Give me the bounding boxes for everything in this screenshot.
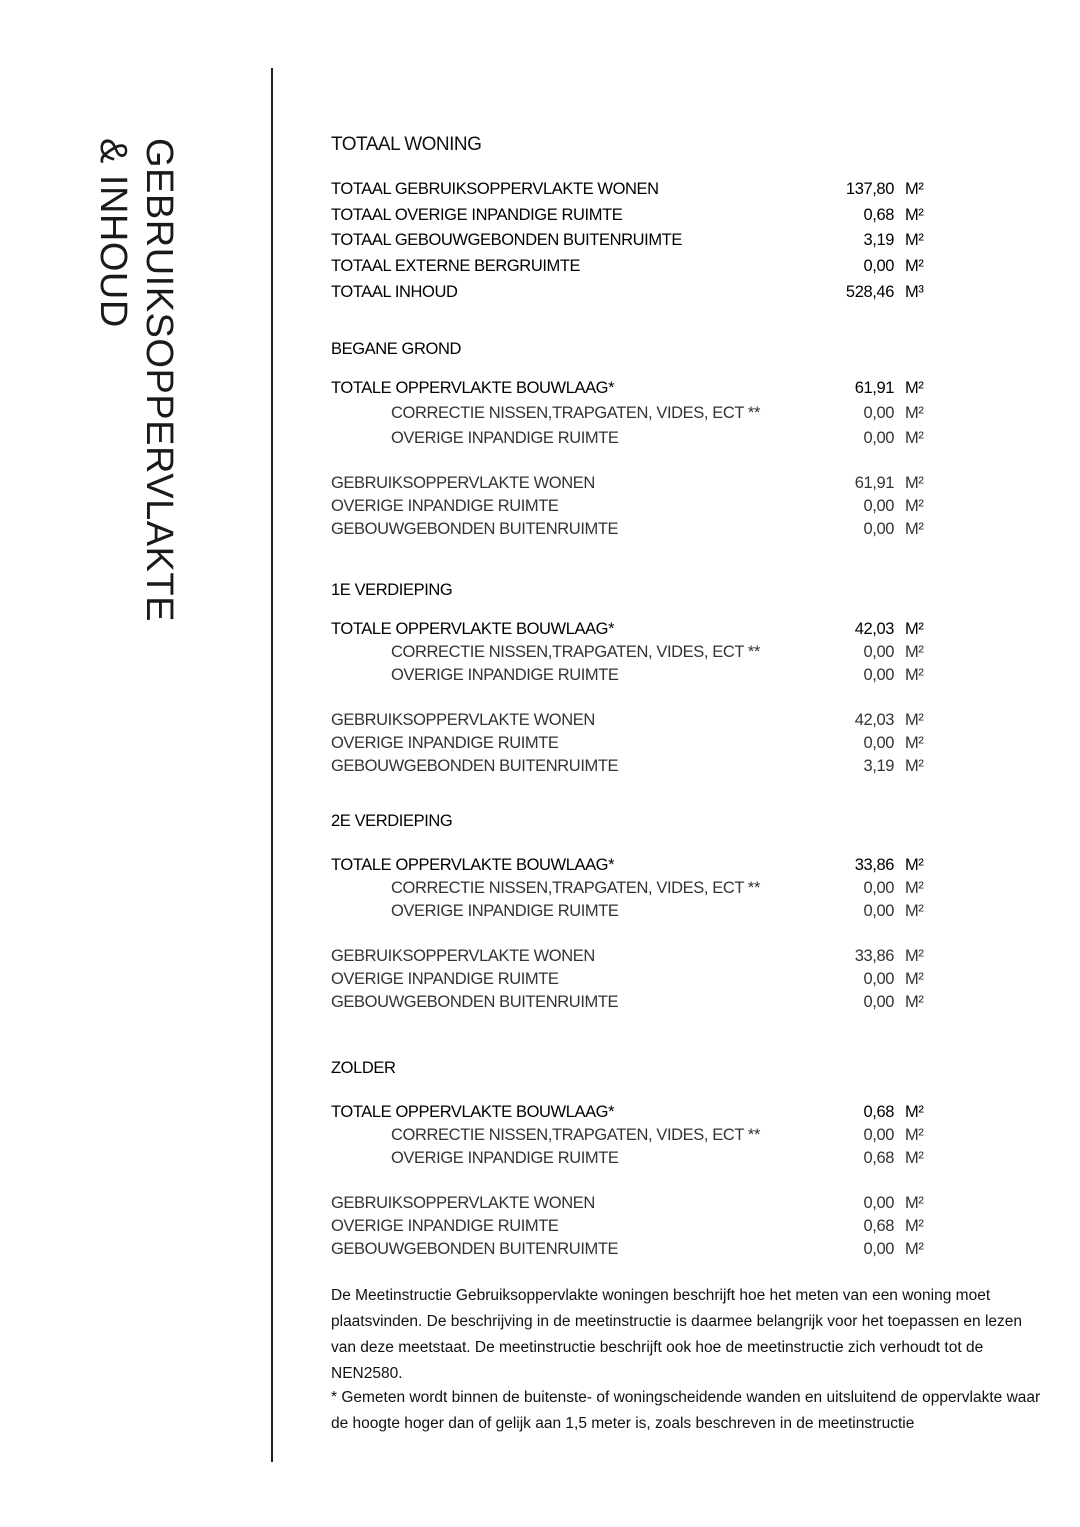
row-label: OVERIGE INPANDIGE RUIMTE — [331, 734, 559, 752]
row-unit: M² — [905, 856, 924, 874]
row-label: CORRECTIE NISSEN,TRAPGATEN, VIDES, ECT ** — [391, 643, 760, 661]
floor-total-row — [331, 856, 931, 880]
row-unit: M² — [905, 902, 924, 920]
row-unit: M² — [905, 711, 924, 729]
detail-row — [331, 520, 931, 544]
row-label: TOTALE OPPERVLAKTE BOUWLAAG* — [331, 1103, 615, 1121]
row-value: 42,03 — [854, 711, 894, 729]
row-unit: M² — [905, 970, 924, 988]
floor-title: 2E VERDIEPING — [331, 812, 453, 830]
row-unit: M² — [905, 520, 924, 538]
row-value: 0,00 — [863, 1240, 894, 1258]
row-label: OVERIGE INPANDIGE RUIMTE — [391, 666, 619, 684]
row-unit: M² — [905, 993, 924, 1011]
row-label: TOTAAL OVERIGE INPANDIGE RUIMTE — [331, 206, 623, 224]
row-label: CORRECTIE NISSEN,TRAPGATEN, VIDES, ECT ** — [391, 1126, 760, 1144]
detail-row — [331, 474, 931, 498]
row-value: 61,91 — [854, 474, 894, 492]
row-label: TOTAAL GEBOUWGEBONDEN BUITENRUIMTE — [331, 231, 682, 249]
row-unit: M² — [905, 643, 924, 661]
detail-row — [331, 947, 931, 971]
row-unit: M² — [905, 666, 924, 684]
row-value: 0,00 — [863, 404, 894, 422]
detail-row — [331, 757, 931, 781]
correction-row — [331, 643, 931, 667]
row-unit: M² — [905, 1103, 924, 1121]
row-value: 0,68 — [863, 1217, 894, 1235]
correction-row — [331, 1149, 931, 1173]
row-label: OVERIGE INPANDIGE RUIMTE — [331, 1217, 559, 1235]
row-unit: M² — [905, 1149, 924, 1167]
detail-row — [331, 970, 931, 994]
correction-row — [331, 404, 931, 428]
totaal-row — [331, 206, 931, 230]
row-value: 528,46 — [845, 283, 894, 301]
row-value: 0,00 — [863, 879, 894, 897]
row-value: 3,19 — [863, 231, 894, 249]
row-label: TOTALE OPPERVLAKTE BOUWLAAG* — [331, 620, 615, 638]
row-unit: M² — [905, 429, 924, 447]
row-unit: M² — [905, 206, 924, 224]
row-value: 137,80 — [845, 180, 894, 198]
row-label: TOTALE OPPERVLAKTE BOUWLAAG* — [331, 379, 615, 397]
side-title-line2: & INHOUD — [92, 138, 134, 328]
row-label: OVERIGE INPANDIGE RUIMTE — [331, 497, 559, 515]
totaal-row — [331, 180, 931, 204]
row-value: 0,00 — [863, 993, 894, 1011]
totaal-heading: TOTAAL WONING — [331, 134, 482, 155]
totaal-row — [331, 283, 931, 307]
row-value: 0,68 — [863, 206, 894, 224]
correction-row — [331, 666, 931, 690]
row-value: 33,86 — [854, 856, 894, 874]
row-value: 0,00 — [863, 1194, 894, 1212]
row-label: TOTALE OPPERVLAKTE BOUWLAAG* — [331, 856, 615, 874]
side-title — [92, 138, 182, 668]
row-label: OVERIGE INPANDIGE RUIMTE — [331, 970, 559, 988]
row-value: 0,00 — [863, 643, 894, 661]
row-value: 33,86 — [854, 947, 894, 965]
correction-row — [331, 1126, 931, 1150]
row-label: OVERIGE INPANDIGE RUIMTE — [391, 429, 619, 447]
row-value: 0,68 — [863, 1149, 894, 1167]
row-unit: M² — [905, 379, 924, 397]
row-value: 3,19 — [863, 757, 894, 775]
footer-paragraph: De Meetinstructie Gebruiksoppervlakte woningen beschrijft hoe het meten van een woning moet plaatsvinden. De beschrijving in de meetinstructie is daarmee belangrijk voor het toepassen en lezen van deze meetstaat. De meetinstructie beschrijft ook hoe de meetinstructie zich verhoudt tot de NEN2580. — [331, 1287, 1023, 1382]
side-title-line1: GEBRUIKSOPPERVLAKTE — [138, 138, 180, 622]
row-value: 61,91 — [854, 379, 894, 397]
totaal-row — [331, 231, 931, 255]
floor-title: ZOLDER — [331, 1059, 396, 1077]
floor-total-row — [331, 1103, 931, 1127]
row-label: CORRECTIE NISSEN,TRAPGATEN, VIDES, ECT ** — [391, 879, 760, 897]
row-label: GEBRUIKSOPPERVLAKTE WONEN — [331, 711, 595, 729]
row-unit: M² — [905, 1240, 924, 1258]
floor-title: BEGANE GROND — [331, 340, 461, 358]
row-value: 0,00 — [863, 1126, 894, 1144]
row-unit: M² — [905, 474, 924, 492]
detail-row — [331, 711, 931, 735]
row-label: GEBRUIKSOPPERVLAKTE WONEN — [331, 474, 595, 492]
row-value: 42,03 — [854, 620, 894, 638]
row-label: OVERIGE INPANDIGE RUIMTE — [391, 902, 619, 920]
row-label: GEBOUWGEBONDEN BUITENRUIMTE — [331, 757, 619, 775]
row-unit: M² — [905, 231, 924, 249]
detail-row — [331, 993, 931, 1017]
row-unit: M³ — [905, 283, 924, 301]
detail-row — [331, 1217, 931, 1241]
row-label: GEBOUWGEBONDEN BUITENRUIMTE — [331, 1240, 619, 1258]
row-value: 0,68 — [863, 1103, 894, 1121]
vertical-divider — [271, 68, 273, 1462]
floor-title: 1E VERDIEPING — [331, 581, 453, 599]
detail-row — [331, 497, 931, 521]
row-unit: M² — [905, 1194, 924, 1212]
row-value: 0,00 — [863, 734, 894, 752]
row-unit: M² — [905, 1217, 924, 1235]
row-unit: M² — [905, 257, 924, 275]
row-unit: M² — [905, 404, 924, 422]
row-unit: M² — [905, 497, 924, 515]
row-label: TOTAAL INHOUD — [331, 283, 458, 301]
row-value: 0,00 — [863, 257, 894, 275]
correction-row — [331, 879, 931, 903]
row-unit: M² — [905, 947, 924, 965]
row-unit: M² — [905, 734, 924, 752]
footnote-paragraph: * Gemeten wordt binnen de buitenste- of woningscheidende wanden en uitsluitend de oppervlakte waar de hoogte hoger dan of gelijk aan 1,5 meter is, zoals beschreven in de meetinstructie — [331, 1389, 1041, 1432]
row-value: 0,00 — [863, 666, 894, 684]
row-value: 0,00 — [863, 429, 894, 447]
row-unit: M² — [905, 180, 924, 198]
row-label: OVERIGE INPANDIGE RUIMTE — [391, 1149, 619, 1167]
row-unit: M² — [905, 879, 924, 897]
row-unit: M² — [905, 620, 924, 638]
detail-row — [331, 1194, 931, 1218]
correction-row — [331, 902, 931, 926]
detail-row — [331, 734, 931, 758]
row-label: TOTAAL EXTERNE BERGRUIMTE — [331, 257, 581, 275]
row-value: 0,00 — [863, 970, 894, 988]
row-label: TOTAAL GEBRUIKSOPPERVLAKTE WONEN — [331, 180, 659, 198]
row-value: 0,00 — [863, 520, 894, 538]
totaal-row — [331, 257, 931, 281]
row-label: GEBRUIKSOPPERVLAKTE WONEN — [331, 1194, 595, 1212]
correction-row — [331, 429, 931, 453]
floor-total-row — [331, 379, 931, 403]
floor-total-row — [331, 620, 931, 644]
row-label: CORRECTIE NISSEN,TRAPGATEN, VIDES, ECT ** — [391, 404, 760, 422]
row-unit: M² — [905, 757, 924, 775]
row-label: GEBOUWGEBONDEN BUITENRUIMTE — [331, 520, 619, 538]
row-unit: M² — [905, 1126, 924, 1144]
row-label: GEBRUIKSOPPERVLAKTE WONEN — [331, 947, 595, 965]
row-value: 0,00 — [863, 497, 894, 515]
detail-row — [331, 1240, 931, 1264]
row-label: GEBOUWGEBONDEN BUITENRUIMTE — [331, 993, 619, 1011]
row-value: 0,00 — [863, 902, 894, 920]
